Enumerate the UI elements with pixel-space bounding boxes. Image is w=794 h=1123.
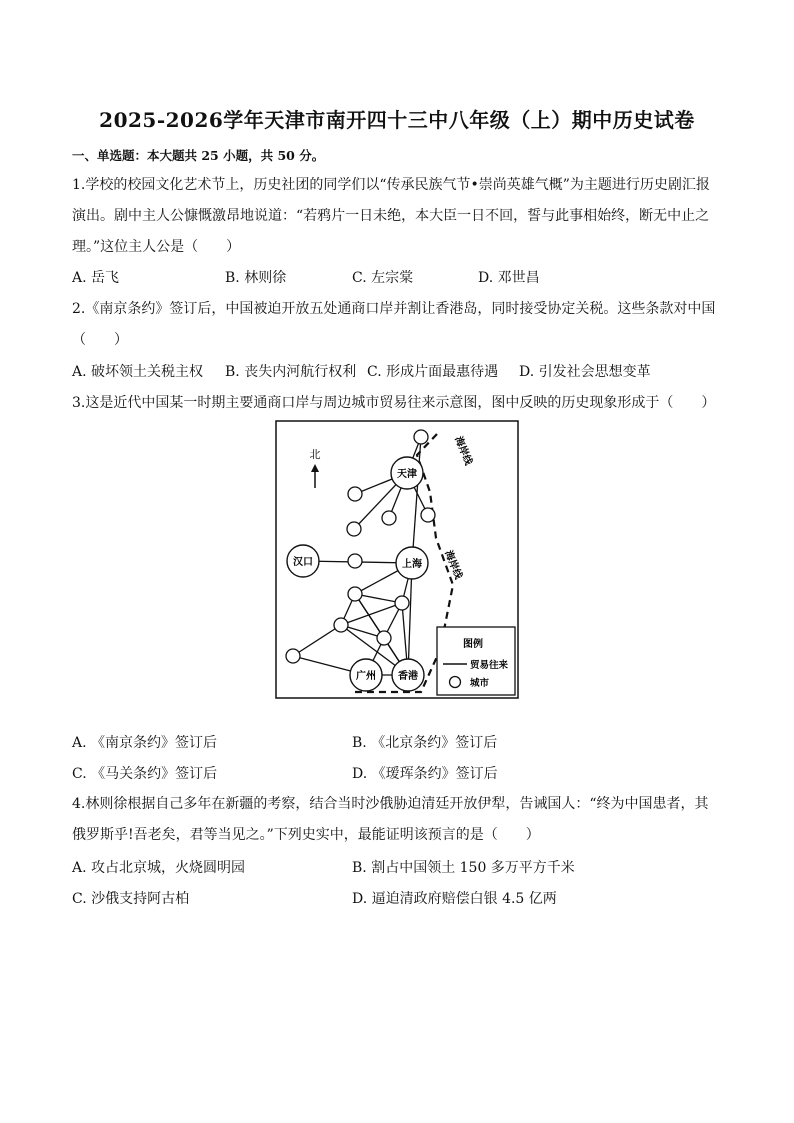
q3-option-c: C. 《马关条约》签订后 [72,766,218,782]
city-shanghai-label: 上海 [402,559,422,570]
city-guangzhou-label: 广州 [356,671,376,682]
q3-option-a: A. 《南京条约》签订后 [72,735,218,751]
question-3-stem: 3.这是近代中国某一时期主要通商口岸与周边城市贸易往来示意图，图中反映的历史现象形成于（ ） [72,395,716,411]
coastline-label-south: 海岸线 [442,549,464,581]
city-hongkong-label: 香港 [398,671,418,682]
q2-option-a: A. 破坏领土关税主权 [72,364,204,380]
question-1-stem: 1.学校的校园文化艺术节上，历史社团的同学们以“传承民族气节•崇尚英雄气概”为主题进行历史剧汇报演出。剧中主人公慷慨激昂地说道：“若鸦片一日未绝，本大臣一日不回，誓与此事相始终，断无中止之理。”这位主人公是（ ） [72,177,710,255]
q1-option-a: A. 岳飞 [72,270,120,286]
page-title: 2025-2026学年天津市南开四十三中八年级（上）期中历史试卷 [99,108,695,132]
north-label: 北 [309,448,321,461]
question-4-stem: 4.林则徐根据自己多年在新疆的考察，结合当时沙俄胁迫清廷开放伊犁，告诫国人：“终为中国患者，其俄罗斯乎!吾老矣，君等当见之。”下列史实中，最能证明该预言的是（ ） [72,796,709,843]
question-2-stem: 2.《南京条约》签订后，中国被迫开放五处通商口岸并割让香港岛，同时接受协定关税。这些条款对中国（ ） [72,301,716,348]
legend-city-icon [450,677,461,688]
q4-option-c: C. 沙俄支持阿古柏 [72,891,190,907]
section-heading: 一、单选题：本大题共 25 小题，共 50 分。 [72,148,325,163]
coastline-label-north: 海岸线 [452,435,474,467]
q4-option-a: A. 攻占北京城，火烧圆明园 [72,860,246,876]
legend-trade-label: 贸易往来 [470,660,509,671]
q1-option-d: D. 邓世昌 [478,270,540,286]
q1-option-b: B. 林则徐 [225,270,287,286]
legend-city-label: 城市 [470,678,490,689]
city-tianjin-label: 天津 [397,469,417,480]
q4-option-d: D. 逼迫清政府赔偿白银 4.5 亿两 [352,891,557,907]
q2-option-c: C. 形成片面最惠待遇 [367,364,499,380]
q4-option-b: B. 割占中国领土 150 多万平方千米 [352,860,575,876]
legend-title: 图例 [463,639,483,650]
q2-option-d: D. 引发社会思想变革 [519,364,651,380]
q1-option-c: C. 左宗棠 [352,270,414,286]
trade-map-figure [275,420,519,699]
city-hankou-label: 汉口 [293,557,313,568]
q3-option-d: D. 《瑷珲条约》签订后 [352,766,498,782]
q2-option-b: B. 丧失内河航行权利 [225,364,357,380]
q3-option-b: B. 《北京条约》签订后 [352,735,498,751]
